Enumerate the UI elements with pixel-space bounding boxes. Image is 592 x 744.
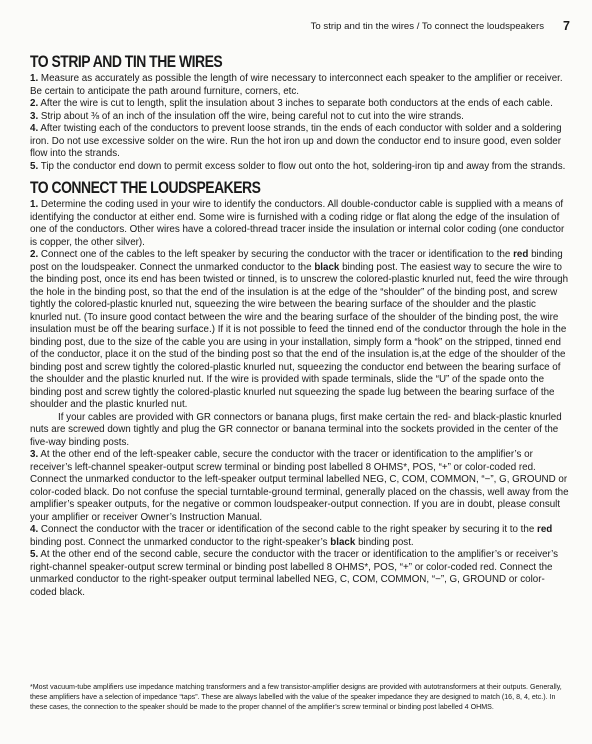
section-title: TO STRIP AND TIN THE WIRES <box>30 52 223 71</box>
step-1 <box>30 199 570 249</box>
step-5 <box>30 161 570 174</box>
emphasis-black: black <box>330 536 356 548</box>
step-number: 4. <box>30 123 39 134</box>
step-text: Tip the conductor end down to permit excess solder to flow out onto the hot, soldering-iron tip and away from the strands. <box>40 160 566 172</box>
step-3 <box>30 449 570 524</box>
step-text: binding post. The easiest way to secure the wire to the binding post, once its end has been twisted or tinned, is to unscrew the colored-plastic knurled nut, feed the wire through the hole in the binding post, so that the end of the insulation is at the edge of the “shoulder” of the binding post, and screw tightly the colored-plastic knurled nut, squeezing the wire between the bearing surface of the shoulder and the plastic knurled nut. (To insure good contact between the wire and the bearing surface of the shoulder of the binding post, the wire insulation must be off the bearing surface.) If it is not possible to feed the tinned end of the conductor through the hole in the binding post, due to the size of the cable you are using in your installation, simply form a “hook” on the stripped, tinned end of the conductor, place it on the stud of the binding post so that the end of the insulation is,at the edge of the shoulder of the binding post and screw tightly the colored-plastic knurled nut, squeezing the conductor end between the bearing surface of the shoulder and the plastic knurled nut. If the wire is provided with spade terminals, slide the “U” of the spade onto the binding post and screw tightly the colored-plastic knurled nut squeezing the spade lug between the bearing surface of the shoulder and the plastic knurled nut. <box>30 261 569 410</box>
step-number: 1. <box>30 199 39 210</box>
emphasis-red: red <box>537 524 553 535</box>
step-number: 1. <box>30 73 39 84</box>
step-text: binding post. Connect the unmarked conductor to the right-speaker’s <box>30 536 328 548</box>
page-number: 7 <box>563 19 570 33</box>
step-number: 3. <box>30 110 39 122</box>
step-2-continued: If your cables are provided with GR connectors or banana plugs, first make certain the red- and black-plastic knurled nuts are screwed down tightly and plug the GR connector or banana terminal into the sockets provided in the center of the five-way binding posts. <box>30 411 562 448</box>
section-strip-and-tin <box>30 52 570 173</box>
step-text: Determine the coding used in your wire to identify the conductors. All double-conductor cable is supplied with a means of identifying the conductor at either end. Some wire is furnished with a coding ridge or flat along the edge of the insulation of one of the conductors. Other wires have a colored-thread tracer inside the insulation or internal color coding (one conductor is copper, the other silver). <box>30 199 565 248</box>
step-number: 2. <box>30 98 39 109</box>
step-number: 4. <box>30 524 39 535</box>
step-text: After the wire is cut to length, split the insulation about 3 inches to separate both conductors at the ends of each cable. <box>40 98 553 109</box>
step-2 <box>30 249 570 412</box>
step-4 <box>30 524 570 549</box>
step-text: Connect the conductor with the tracer or identification of the second cable to the right speaker by securing it to the <box>40 524 535 535</box>
step-text: Connect one of the cables to the left speaker by securing the conductor with the tracer or identification to the <box>40 249 511 260</box>
step-text: At the other end of the second cable, secure the conductor with the tracer or identification to the amplifier’s or receiver’s right-channel speaker-output screw terminal or binding post labelled 8 OHMS*, POS, “+” or color-coded red. Connect the unmarked conductor to the right-speaker output terminal labelled NEG, C, COM, COMMON, “−”, G, GROUND or color-coded black. <box>30 549 559 598</box>
step-2 <box>30 98 570 111</box>
step-1 <box>30 73 570 98</box>
step-number: 5. <box>30 160 39 172</box>
step-number: 3. <box>30 449 39 460</box>
emphasis-black: black <box>314 261 340 273</box>
running-title: To strip and tin the wires / To connect the loudspeakers <box>310 21 544 32</box>
step-5 <box>30 549 570 599</box>
step-text: binding post. <box>358 536 414 548</box>
step-4 <box>30 123 570 161</box>
step-3 <box>30 111 570 124</box>
section-connect-loudspeakers <box>30 178 570 599</box>
footnote-text: *Most vacuum-tube amplifiers use impedance matching transformers and a few transistor-amplifier designs are provided with autotransformers at their outputs. Generally, these amplifiers have a selection of impedance “taps”. These are always labelled with the value of the speaker impedance they are designed to match (16, 8, 4, etc.). In these cases, the connection to the speaker should be made to the proper channel of the amplifier’s screw terminal or binding post labelled 4 OHMS. <box>30 683 562 711</box>
footnote <box>30 683 570 712</box>
page-content <box>30 52 570 599</box>
step-text: Strip about ⅜ of an inch of the insulation off the wire, being careful not to cut into the wire strands. <box>40 110 464 122</box>
step-text: At the other end of the left-speaker cable, secure the conductor with the tracer or identification to the amplifier’s or receiver’s left-channel speaker-output screw terminal or binding post labelled 8 OHMS*, POS, “+” or color-coded red. Connect the unmarked conductor to the left-speaker output terminal labelled NEG, C, COM, COMMON, “−”, G, GROUND or color-coded black. Do not confuse the special turntable-ground terminal, generally placed on the chassis, well away from the amplifier’s speaker outputs, for the negative or common loudspeaker-output connection. If you are in doubt, please consult your amplifier or receiver Owner’s Instruction Manual. <box>30 449 569 523</box>
step-text: binding post on the loudspeaker. Connect the unmarked conductor to the <box>30 249 563 273</box>
step-text: Measure as accurately as possible the length of wire necessary to interconnect each speaker to the amplifier or receiver. Be certain to anticipate the path around furniture, corners, etc. <box>30 73 563 97</box>
emphasis-red: red <box>513 249 529 260</box>
page-header <box>0 21 592 37</box>
step-number: 2. <box>30 249 39 260</box>
step-number: 5. <box>30 549 39 560</box>
section-title: TO CONNECT THE LOUDSPEAKERS <box>30 178 261 197</box>
step-text: After twisting each of the conductors to prevent loose strands, tin the ends of each conductor with solder and a soldering iron. Do not use excessive solder on the wire. Run the hot iron up and down the conductor end to insure good, even solder flow into the strands. <box>30 123 562 159</box>
